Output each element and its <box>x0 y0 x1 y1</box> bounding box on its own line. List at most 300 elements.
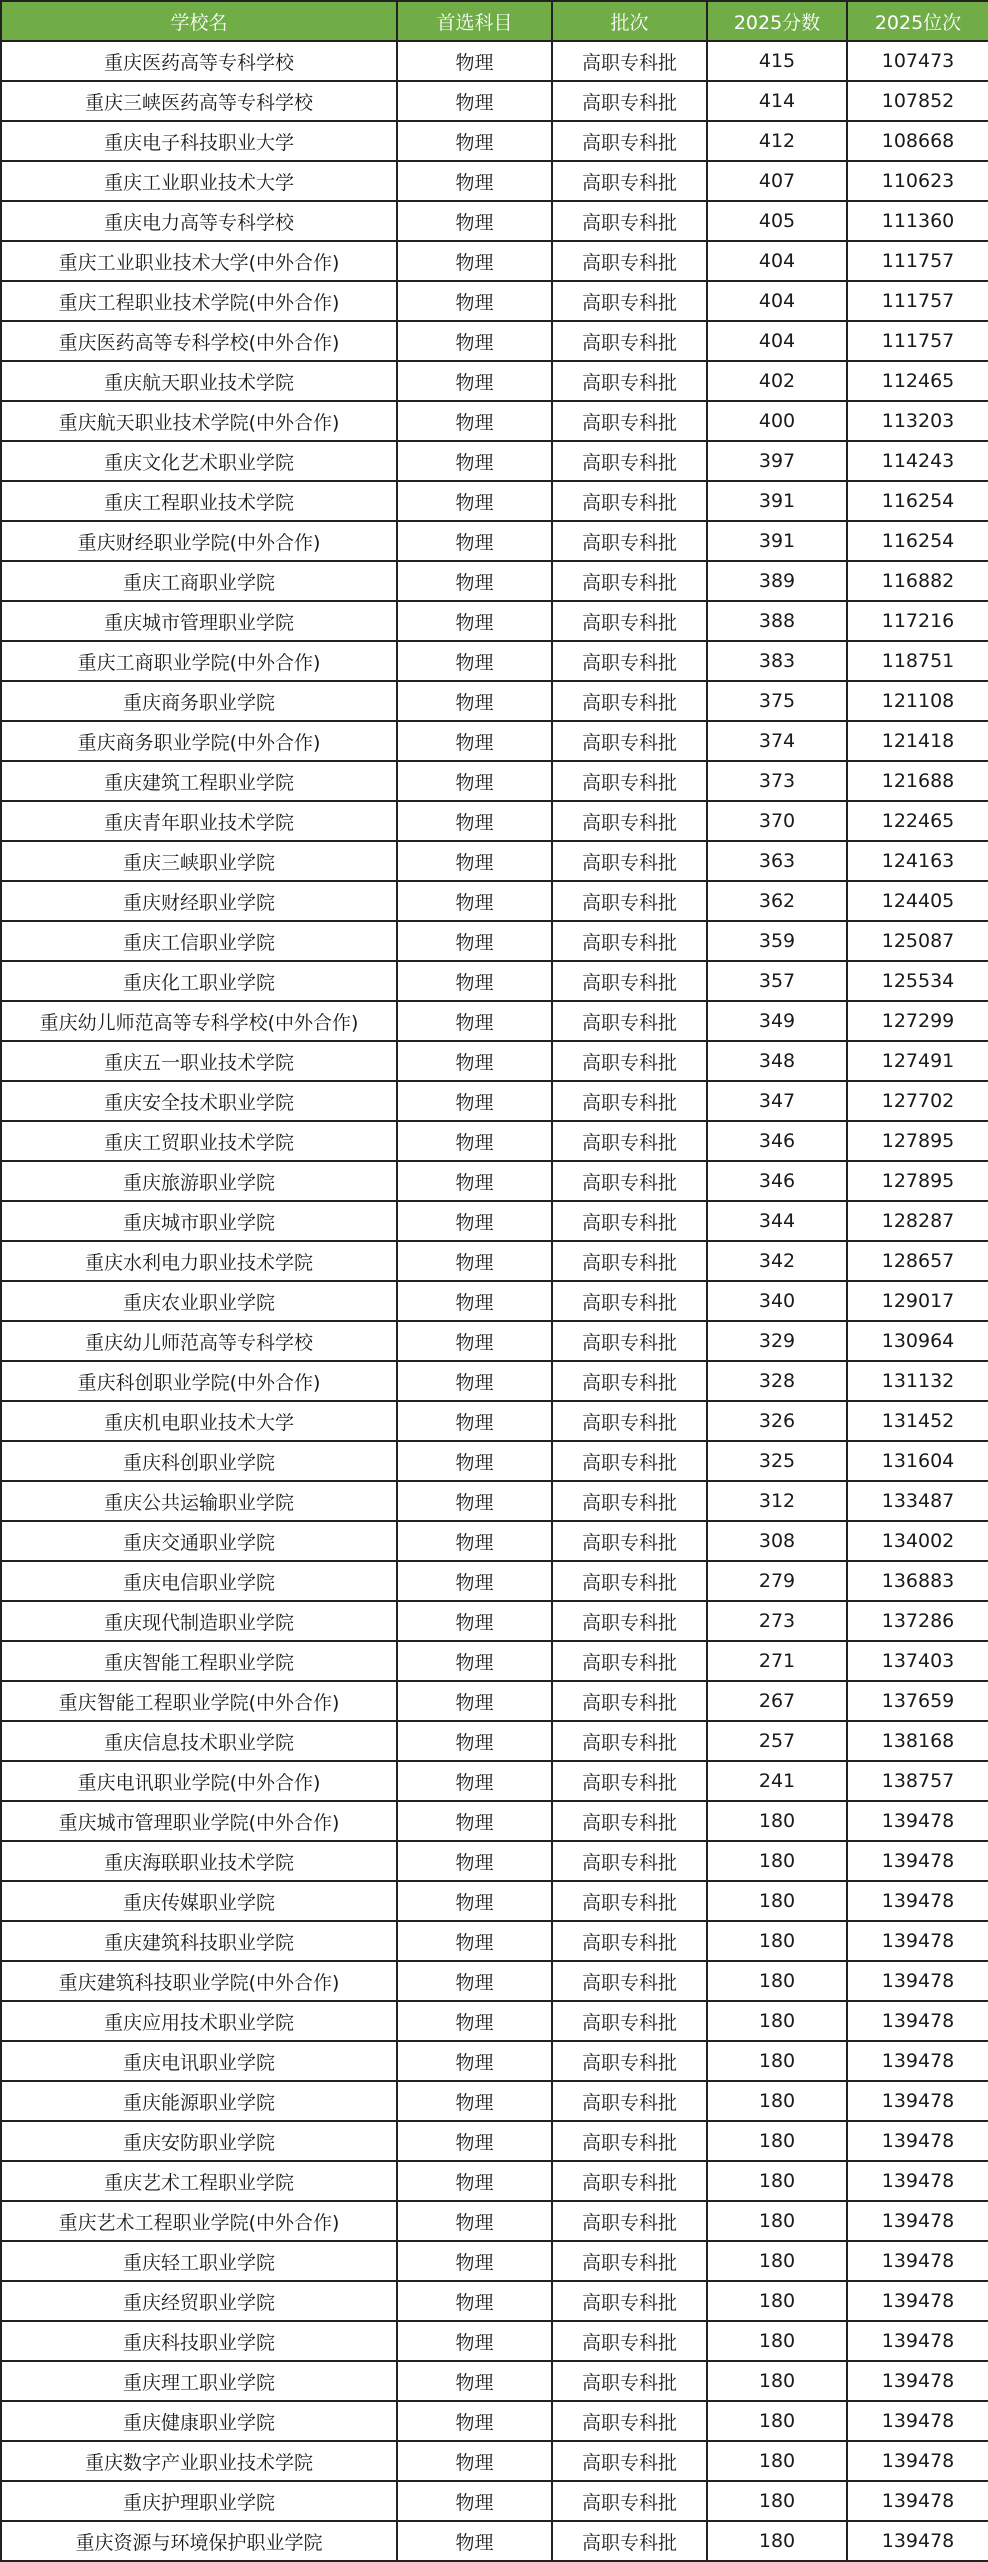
school-name-cell: 重庆应用技术职业学院 <box>1 2001 397 2041</box>
batch-cell: 高职专科批 <box>552 1321 707 1361</box>
subject-cell: 物理 <box>397 1041 552 1081</box>
score-cell: 359 <box>707 921 847 961</box>
table-row <box>1 1841 988 1881</box>
rank-cell: 124405 <box>847 881 988 921</box>
batch-cell: 高职专科批 <box>552 441 707 481</box>
batch-cell: 高职专科批 <box>552 1281 707 1321</box>
subject-cell: 物理 <box>397 361 552 401</box>
subject-cell: 物理 <box>397 1841 552 1881</box>
subject-cell: 物理 <box>397 81 552 121</box>
rank-cell: 131452 <box>847 1401 988 1441</box>
table-row <box>1 721 988 761</box>
rank-cell: 139478 <box>847 1841 988 1881</box>
subject-cell: 物理 <box>397 1561 552 1601</box>
rank-cell: 121108 <box>847 681 988 721</box>
school-name-cell: 重庆电信职业学院 <box>1 1561 397 1601</box>
score-cell: 180 <box>707 2281 847 2321</box>
score-cell: 329 <box>707 1321 847 1361</box>
school-name-cell: 重庆建筑科技职业学院(中外合作) <box>1 1961 397 2001</box>
rank-cell: 121688 <box>847 761 988 801</box>
score-cell: 414 <box>707 81 847 121</box>
table-row <box>1 2001 988 2041</box>
batch-cell: 高职专科批 <box>552 881 707 921</box>
score-cell: 402 <box>707 361 847 401</box>
school-name-cell: 重庆科创职业学院 <box>1 1441 397 1481</box>
school-name-cell: 重庆工信职业学院 <box>1 921 397 961</box>
rank-cell: 137403 <box>847 1641 988 1681</box>
table-row <box>1 1961 988 2001</box>
school-name-cell: 重庆安防职业学院 <box>1 2121 397 2161</box>
subject-cell: 物理 <box>397 761 552 801</box>
score-cell: 388 <box>707 601 847 641</box>
school-name-cell: 重庆电讯职业学院(中外合作) <box>1 1761 397 1801</box>
school-name-cell: 重庆智能工程职业学院(中外合作) <box>1 1681 397 1721</box>
school-name-cell: 重庆电力高等专科学校 <box>1 201 397 241</box>
rank-cell: 111757 <box>847 281 988 321</box>
score-cell: 180 <box>707 2321 847 2361</box>
batch-cell: 高职专科批 <box>552 361 707 401</box>
subject-cell: 物理 <box>397 41 552 81</box>
school-name-cell: 重庆海联职业技术学院 <box>1 1841 397 1881</box>
score-cell: 346 <box>707 1161 847 1201</box>
batch-cell: 高职专科批 <box>552 1921 707 1961</box>
batch-cell: 高职专科批 <box>552 961 707 1001</box>
rank-cell: 139478 <box>847 2041 988 2081</box>
subject-cell: 物理 <box>397 481 552 521</box>
score-cell: 180 <box>707 2201 847 2241</box>
table-row <box>1 881 988 921</box>
score-cell: 180 <box>707 2361 847 2401</box>
table-row <box>1 761 988 801</box>
score-cell: 312 <box>707 1481 847 1521</box>
score-cell: 389 <box>707 561 847 601</box>
table-row <box>1 2081 988 2121</box>
school-name-cell: 重庆城市职业学院 <box>1 1201 397 1241</box>
rank-cell: 125534 <box>847 961 988 1001</box>
rank-cell: 114243 <box>847 441 988 481</box>
rank-cell: 131604 <box>847 1441 988 1481</box>
rank-cell: 139478 <box>847 2241 988 2281</box>
batch-cell: 高职专科批 <box>552 801 707 841</box>
table-row <box>1 1081 988 1121</box>
subject-cell: 物理 <box>397 2401 552 2441</box>
school-name-cell: 重庆航天职业技术学院(中外合作) <box>1 401 397 441</box>
school-name-cell: 重庆青年职业技术学院 <box>1 801 397 841</box>
batch-cell: 高职专科批 <box>552 1601 707 1641</box>
rank-cell: 139478 <box>847 2361 988 2401</box>
batch-cell: 高职专科批 <box>552 161 707 201</box>
subject-cell: 物理 <box>397 561 552 601</box>
table-row <box>1 2041 988 2081</box>
school-name-cell: 重庆电讯职业学院 <box>1 2041 397 2081</box>
subject-cell: 物理 <box>397 2321 552 2361</box>
subject-cell: 物理 <box>397 2201 552 2241</box>
rank-cell: 111360 <box>847 201 988 241</box>
subject-cell: 物理 <box>397 121 552 161</box>
subject-cell: 物理 <box>397 1961 552 2001</box>
score-cell: 412 <box>707 121 847 161</box>
batch-cell: 高职专科批 <box>552 1201 707 1241</box>
score-cell: 257 <box>707 1721 847 1761</box>
batch-cell: 高职专科批 <box>552 81 707 121</box>
rank-cell: 129017 <box>847 1281 988 1321</box>
table-row <box>1 1401 988 1441</box>
table-row <box>1 1361 988 1401</box>
table-row <box>1 2161 988 2201</box>
column-header-score: 2025分数 <box>707 1 847 41</box>
subject-cell: 物理 <box>397 1361 552 1401</box>
school-name-cell: 重庆城市管理职业学院(中外合作) <box>1 1801 397 1841</box>
table-row <box>1 1521 988 1561</box>
subject-cell: 物理 <box>397 1081 552 1121</box>
subject-cell: 物理 <box>397 2041 552 2081</box>
rank-cell: 139478 <box>847 2481 988 2521</box>
rank-cell: 110623 <box>847 161 988 201</box>
score-cell: 346 <box>707 1121 847 1161</box>
batch-cell: 高职专科批 <box>552 2481 707 2521</box>
table-row <box>1 1321 988 1361</box>
school-name-cell: 重庆航天职业技术学院 <box>1 361 397 401</box>
subject-cell: 物理 <box>397 1321 552 1361</box>
score-cell: 180 <box>707 2521 847 2561</box>
batch-cell: 高职专科批 <box>552 121 707 161</box>
subject-cell: 物理 <box>397 2441 552 2481</box>
table-row <box>1 561 988 601</box>
rank-cell: 139478 <box>847 2401 988 2441</box>
school-name-cell: 重庆电子科技职业大学 <box>1 121 397 161</box>
rank-cell: 127895 <box>847 1121 988 1161</box>
table-row <box>1 601 988 641</box>
rank-cell: 116882 <box>847 561 988 601</box>
school-name-cell: 重庆现代制造职业学院 <box>1 1601 397 1641</box>
subject-cell: 物理 <box>397 961 552 1001</box>
batch-cell: 高职专科批 <box>552 761 707 801</box>
score-cell: 241 <box>707 1761 847 1801</box>
table-body <box>1 41 988 2561</box>
score-cell: 271 <box>707 1641 847 1681</box>
rank-cell: 139478 <box>847 2161 988 2201</box>
batch-cell: 高职专科批 <box>552 2161 707 2201</box>
school-name-cell: 重庆城市管理职业学院 <box>1 601 397 641</box>
subject-cell: 物理 <box>397 801 552 841</box>
table-row <box>1 1601 988 1641</box>
rank-cell: 139478 <box>847 1881 988 1921</box>
school-name-cell: 重庆工业职业技术大学(中外合作) <box>1 241 397 281</box>
rank-cell: 124163 <box>847 841 988 881</box>
table-row <box>1 1681 988 1721</box>
batch-cell: 高职专科批 <box>552 201 707 241</box>
column-header-rank: 2025位次 <box>847 1 988 41</box>
subject-cell: 物理 <box>397 1241 552 1281</box>
rank-cell: 111757 <box>847 241 988 281</box>
subject-cell: 物理 <box>397 1761 552 1801</box>
batch-cell: 高职专科批 <box>552 1801 707 1841</box>
table-row <box>1 121 988 161</box>
rank-cell: 131132 <box>847 1361 988 1401</box>
subject-cell: 物理 <box>397 841 552 881</box>
table-row <box>1 1441 988 1481</box>
score-cell: 348 <box>707 1041 847 1081</box>
school-name-cell: 重庆经贸职业学院 <box>1 2281 397 2321</box>
batch-cell: 高职专科批 <box>552 1881 707 1921</box>
school-name-cell: 重庆财经职业学院(中外合作) <box>1 521 397 561</box>
score-cell: 375 <box>707 681 847 721</box>
rank-cell: 118751 <box>847 641 988 681</box>
score-cell: 391 <box>707 481 847 521</box>
batch-cell: 高职专科批 <box>552 2441 707 2481</box>
school-name-cell: 重庆信息技术职业学院 <box>1 1721 397 1761</box>
table-row <box>1 2361 988 2401</box>
batch-cell: 高职专科批 <box>552 921 707 961</box>
table-row <box>1 281 988 321</box>
school-name-cell: 重庆化工职业学院 <box>1 961 397 1001</box>
score-cell: 180 <box>707 2081 847 2121</box>
score-cell: 363 <box>707 841 847 881</box>
batch-cell: 高职专科批 <box>552 2521 707 2561</box>
score-cell: 180 <box>707 2001 847 2041</box>
subject-cell: 物理 <box>397 1881 552 1921</box>
rank-cell: 127299 <box>847 1001 988 1041</box>
score-cell: 180 <box>707 2161 847 2201</box>
header-row <box>1 1 988 41</box>
batch-cell: 高职专科批 <box>552 2241 707 2281</box>
table-row <box>1 641 988 681</box>
score-cell: 400 <box>707 401 847 441</box>
rank-cell: 117216 <box>847 601 988 641</box>
score-cell: 180 <box>707 1921 847 1961</box>
table-row <box>1 401 988 441</box>
batch-cell: 高职专科批 <box>552 1441 707 1481</box>
subject-cell: 物理 <box>397 1161 552 1201</box>
rank-cell: 122465 <box>847 801 988 841</box>
batch-cell: 高职专科批 <box>552 2081 707 2121</box>
score-cell: 180 <box>707 2121 847 2161</box>
table-row <box>1 1121 988 1161</box>
school-name-cell: 重庆能源职业学院 <box>1 2081 397 2121</box>
batch-cell: 高职专科批 <box>552 2281 707 2321</box>
batch-cell: 高职专科批 <box>552 721 707 761</box>
rank-cell: 125087 <box>847 921 988 961</box>
subject-cell: 物理 <box>397 601 552 641</box>
rank-cell: 127702 <box>847 1081 988 1121</box>
table-row <box>1 801 988 841</box>
table-row <box>1 2201 988 2241</box>
batch-cell: 高职专科批 <box>552 1961 707 2001</box>
table-row <box>1 1161 988 1201</box>
score-cell: 404 <box>707 241 847 281</box>
score-cell: 415 <box>707 41 847 81</box>
score-cell: 180 <box>707 1841 847 1881</box>
subject-cell: 物理 <box>397 2121 552 2161</box>
subject-cell: 物理 <box>397 681 552 721</box>
score-cell: 373 <box>707 761 847 801</box>
subject-cell: 物理 <box>397 2481 552 2521</box>
subject-cell: 物理 <box>397 881 552 921</box>
school-name-cell: 重庆农业职业学院 <box>1 1281 397 1321</box>
table-row <box>1 2321 988 2361</box>
score-cell: 404 <box>707 281 847 321</box>
score-cell: 326 <box>707 1401 847 1441</box>
subject-cell: 物理 <box>397 1281 552 1321</box>
subject-cell: 物理 <box>397 921 552 961</box>
school-name-cell: 重庆幼儿师范高等专科学校(中外合作) <box>1 1001 397 1041</box>
rank-cell: 127491 <box>847 1041 988 1081</box>
batch-cell: 高职专科批 <box>552 2001 707 2041</box>
table-row <box>1 2521 988 2561</box>
batch-cell: 高职专科批 <box>552 1521 707 1561</box>
rank-cell: 137659 <box>847 1681 988 1721</box>
school-name-cell: 重庆旅游职业学院 <box>1 1161 397 1201</box>
rank-cell: 138168 <box>847 1721 988 1761</box>
batch-cell: 高职专科批 <box>552 1001 707 1041</box>
table-row <box>1 2281 988 2321</box>
school-name-cell: 重庆建筑科技职业学院 <box>1 1921 397 1961</box>
table-row <box>1 361 988 401</box>
score-cell: 349 <box>707 1001 847 1041</box>
table-row <box>1 1641 988 1681</box>
school-name-cell: 重庆艺术工程职业学院(中外合作) <box>1 2201 397 2241</box>
school-name-cell: 重庆医药高等专科学校(中外合作) <box>1 321 397 361</box>
score-cell: 344 <box>707 1201 847 1241</box>
score-cell: 308 <box>707 1521 847 1561</box>
table-row <box>1 2441 988 2481</box>
rank-cell: 139478 <box>847 1961 988 2001</box>
table-row <box>1 2401 988 2441</box>
batch-cell: 高职专科批 <box>552 1121 707 1161</box>
table-row <box>1 1041 988 1081</box>
batch-cell: 高职专科批 <box>552 601 707 641</box>
table-row <box>1 921 988 961</box>
subject-cell: 物理 <box>397 2001 552 2041</box>
score-cell: 391 <box>707 521 847 561</box>
rank-cell: 116254 <box>847 521 988 561</box>
batch-cell: 高职专科批 <box>552 241 707 281</box>
batch-cell: 高职专科批 <box>552 1041 707 1081</box>
table-row <box>1 841 988 881</box>
table-header <box>1 1 988 41</box>
batch-cell: 高职专科批 <box>552 1241 707 1281</box>
rank-cell: 139478 <box>847 2281 988 2321</box>
rank-cell: 139478 <box>847 2441 988 2481</box>
school-name-cell: 重庆文化艺术职业学院 <box>1 441 397 481</box>
school-name-cell: 重庆建筑工程职业学院 <box>1 761 397 801</box>
table-row <box>1 1921 988 1961</box>
score-cell: 342 <box>707 1241 847 1281</box>
score-cell: 325 <box>707 1441 847 1481</box>
table-row <box>1 481 988 521</box>
table-row <box>1 1241 988 1281</box>
column-header-batch: 批次 <box>552 1 707 41</box>
batch-cell: 高职专科批 <box>552 1481 707 1521</box>
rank-cell: 128287 <box>847 1201 988 1241</box>
school-name-cell: 重庆艺术工程职业学院 <box>1 2161 397 2201</box>
rank-cell: 139478 <box>847 2321 988 2361</box>
table-row <box>1 1001 988 1041</box>
batch-cell: 高职专科批 <box>552 681 707 721</box>
subject-cell: 物理 <box>397 1121 552 1161</box>
rank-cell: 116254 <box>847 481 988 521</box>
score-cell: 180 <box>707 2481 847 2521</box>
table-row <box>1 2481 988 2521</box>
table-row <box>1 2241 988 2281</box>
school-name-cell: 重庆公共运输职业学院 <box>1 1481 397 1521</box>
score-cell: 279 <box>707 1561 847 1601</box>
table-row <box>1 681 988 721</box>
batch-cell: 高职专科批 <box>552 1681 707 1721</box>
subject-cell: 物理 <box>397 1801 552 1841</box>
batch-cell: 高职专科批 <box>552 1761 707 1801</box>
score-cell: 180 <box>707 2241 847 2281</box>
subject-cell: 物理 <box>397 441 552 481</box>
subject-cell: 物理 <box>397 2081 552 2121</box>
school-name-cell: 重庆护理职业学院 <box>1 2481 397 2521</box>
score-cell: 374 <box>707 721 847 761</box>
school-name-cell: 重庆三峡医药高等专科学校 <box>1 81 397 121</box>
school-name-cell: 重庆水利电力职业技术学院 <box>1 1241 397 1281</box>
school-name-cell: 重庆工程职业技术学院 <box>1 481 397 521</box>
rank-cell: 127895 <box>847 1161 988 1201</box>
batch-cell: 高职专科批 <box>552 321 707 361</box>
rank-cell: 134002 <box>847 1521 988 1561</box>
subject-cell: 物理 <box>397 281 552 321</box>
score-cell: 340 <box>707 1281 847 1321</box>
batch-cell: 高职专科批 <box>552 1401 707 1441</box>
school-name-cell: 重庆财经职业学院 <box>1 881 397 921</box>
school-name-cell: 重庆工程职业技术学院(中外合作) <box>1 281 397 321</box>
score-cell: 267 <box>707 1681 847 1721</box>
batch-cell: 高职专科批 <box>552 841 707 881</box>
subject-cell: 物理 <box>397 1481 552 1521</box>
rank-cell: 139478 <box>847 2121 988 2161</box>
school-name-cell: 重庆科创职业学院(中外合作) <box>1 1361 397 1401</box>
school-name-cell: 重庆轻工职业学院 <box>1 2241 397 2281</box>
batch-cell: 高职专科批 <box>552 521 707 561</box>
table-row <box>1 241 988 281</box>
rank-cell: 121418 <box>847 721 988 761</box>
subject-cell: 物理 <box>397 1641 552 1681</box>
score-cell: 370 <box>707 801 847 841</box>
batch-cell: 高职专科批 <box>552 401 707 441</box>
school-name-cell: 重庆智能工程职业学院 <box>1 1641 397 1681</box>
subject-cell: 物理 <box>397 241 552 281</box>
school-name-cell: 重庆传媒职业学院 <box>1 1881 397 1921</box>
table-row <box>1 1721 988 1761</box>
school-name-cell: 重庆工贸职业技术学院 <box>1 1121 397 1161</box>
table-row <box>1 1201 988 1241</box>
rank-cell: 107473 <box>847 41 988 81</box>
school-name-cell: 重庆理工职业学院 <box>1 2361 397 2401</box>
column-header-school: 学校名 <box>1 1 397 41</box>
rank-cell: 107852 <box>847 81 988 121</box>
subject-cell: 物理 <box>397 521 552 561</box>
subject-cell: 物理 <box>397 1441 552 1481</box>
table-row <box>1 1761 988 1801</box>
subject-cell: 物理 <box>397 1681 552 1721</box>
score-cell: 180 <box>707 2441 847 2481</box>
score-cell: 328 <box>707 1361 847 1401</box>
school-name-cell: 重庆数字产业职业技术学院 <box>1 2441 397 2481</box>
table-row <box>1 1801 988 1841</box>
table-row <box>1 41 988 81</box>
school-name-cell: 重庆医药高等专科学校 <box>1 41 397 81</box>
column-header-subject: 首选科目 <box>397 1 552 41</box>
batch-cell: 高职专科批 <box>552 1081 707 1121</box>
table-row <box>1 961 988 1001</box>
subject-cell: 物理 <box>397 1401 552 1441</box>
table-row <box>1 1481 988 1521</box>
table-row <box>1 2121 988 2161</box>
school-name-cell: 重庆幼儿师范高等专科学校 <box>1 1321 397 1361</box>
